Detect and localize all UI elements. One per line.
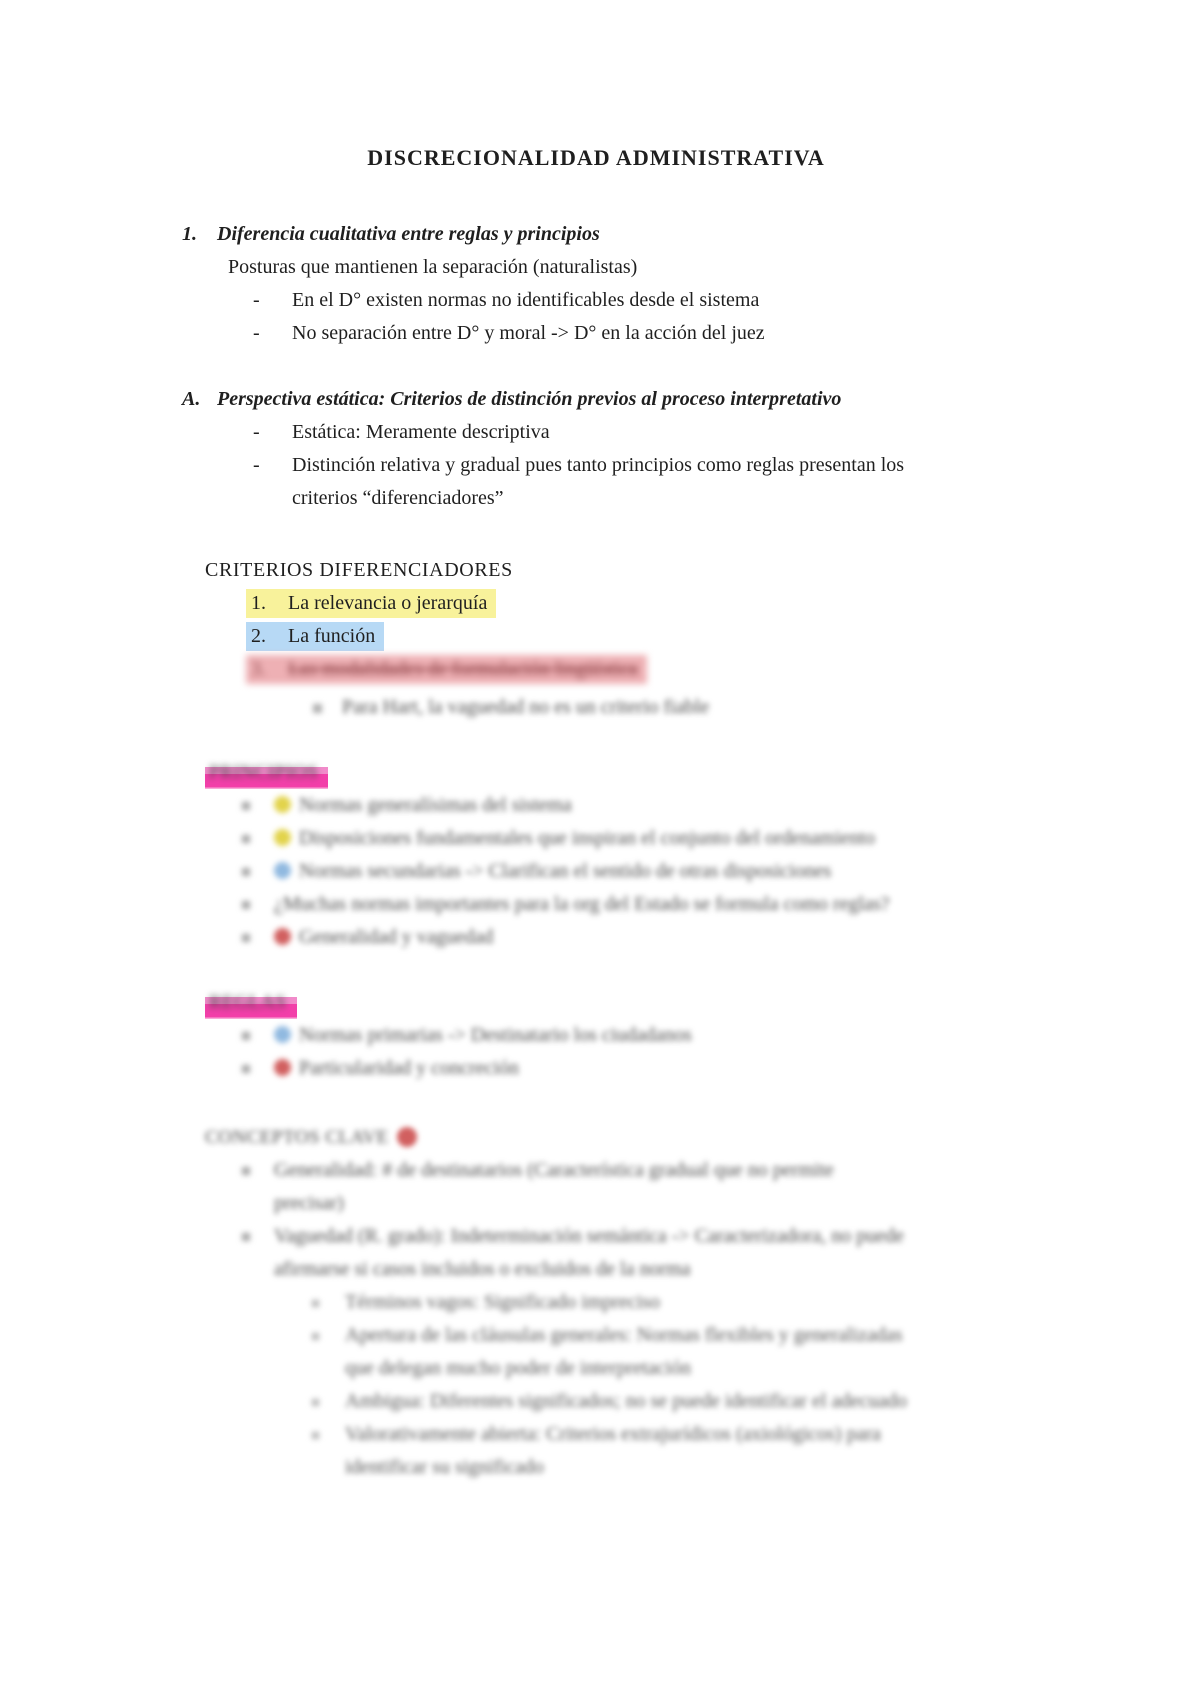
page-content	[182, 218, 1087, 1484]
yellow-circle-icon	[274, 829, 291, 846]
item-number: 2.	[251, 625, 266, 647]
pink-highlight	[246, 655, 647, 684]
yellow-circle-icon	[274, 796, 291, 813]
item-number: 1.	[251, 592, 266, 614]
list-item-blurred	[182, 1019, 1087, 1052]
list-item-struck-blurred	[246, 653, 1087, 686]
list-item-text: - Estática: Meramente descriptiva	[292, 421, 550, 443]
section-heading-text: Perspectiva estática: Criterios de distinción previos al proceso interpretativo	[217, 388, 842, 410]
list-item-blurred	[182, 921, 1087, 954]
reglas-heading	[182, 986, 1087, 1019]
section-a-list	[182, 416, 1087, 515]
list-item-text: Generalidad y vaguedad	[299, 926, 494, 948]
red-circle-icon	[274, 1059, 291, 1076]
conceptos-heading-text: CONCEPTOS CLAVE	[205, 1127, 389, 1148]
section-a-heading	[182, 383, 1087, 416]
list-item	[182, 284, 1087, 317]
reglas-heading-text: REGLAS	[209, 992, 287, 1013]
item-text: La relevancia o jerarquía	[288, 592, 488, 614]
section-number: A.	[182, 388, 201, 410]
list-item-text: afirmarse si casos incluidos o excluidos de la norma	[274, 1258, 691, 1280]
list-item-highlight-blue	[246, 620, 1087, 653]
red-circle-icon	[397, 1127, 417, 1147]
item-text: La función	[288, 625, 376, 647]
section-a	[182, 383, 1087, 515]
conceptos-heading	[182, 1121, 1087, 1154]
criterios-section	[182, 554, 1087, 724]
list-item	[182, 449, 1087, 515]
list-item	[182, 416, 1087, 449]
list-item-text: Disposiciones fundamentales que inspiran el conjunto del ordenamiento	[299, 827, 875, 849]
blue-circle-icon	[274, 1026, 291, 1043]
yellow-highlight	[246, 589, 496, 618]
sub-item-text: Términos vagos: Significado impreciso	[345, 1291, 660, 1313]
page-title: DISCRECIONALIDAD ADMINISTRATIVA	[367, 145, 825, 170]
subnote-blurred: Para Hart, la vaguedad no es un criterio fiable	[182, 691, 1087, 724]
section-1-list	[182, 284, 1087, 350]
sub-item-text: Valorativamente abierta: Criterios extrajurídicos (axiológicos) para	[345, 1423, 881, 1445]
criterios-heading: CRITERIOS DIFERENCIADORES	[205, 559, 513, 581]
conceptos-sublist	[182, 1286, 1087, 1484]
list-item-text: - Distinción relativa y gradual pues tanto principios como reglas presentan los	[292, 454, 905, 476]
sub-item-text: identificar su significado	[345, 1456, 544, 1478]
item-number: 3.	[251, 658, 266, 680]
section-1-heading	[182, 218, 1087, 251]
blue-circle-icon	[274, 862, 291, 879]
blue-highlight	[246, 622, 384, 651]
sub-item-text: Ambigua: Diferentes significados; no se puede identificar el adecuado	[345, 1390, 908, 1412]
section-heading-text: Diferencia cualitativa entre reglas y principios	[217, 223, 600, 245]
list-item-text: - En el D° existen normas no identificables desde el sistema	[292, 289, 760, 311]
list-item-text: precisar)	[274, 1192, 344, 1214]
principios-heading	[182, 756, 1087, 789]
sub-list-item-blurred	[182, 1286, 1087, 1319]
sub-item-text: Apertura de las cláusulas generales: Normas flexibles y generalizadas	[345, 1324, 903, 1346]
list-item-text: ¿Muchas normas importantes para la org del Estado se formula como reglas?	[274, 893, 890, 915]
list-item-text: Vaguedad (R. grado): Indeterminación semántica -> Caracterizadora, no puede	[274, 1225, 904, 1247]
list-item-blurred	[182, 1220, 1087, 1286]
list-item-blurred	[182, 1154, 1087, 1220]
intro-line: Posturas que mantienen la separación (naturalistas)	[228, 256, 638, 278]
principios-list	[182, 789, 1087, 954]
sub-list-item-blurred	[182, 1385, 1087, 1418]
sub-list-item-blurred	[182, 1418, 1087, 1484]
list-item-blurred	[182, 822, 1087, 855]
list-item	[182, 317, 1087, 350]
criterios-list	[182, 587, 1087, 686]
list-item-blurred	[182, 1052, 1087, 1085]
reglas-section	[182, 986, 1087, 1085]
conceptos-section	[182, 1121, 1087, 1484]
list-item-text: Normas secundarias -> Clarifican el sentido de otras disposiciones	[299, 860, 832, 882]
principios-heading-text: PRINCIPIOS	[209, 762, 319, 783]
red-circle-icon	[274, 928, 291, 945]
list-item-blurred	[182, 789, 1087, 822]
section-number: 1.	[182, 223, 197, 245]
section-1	[182, 218, 1087, 350]
list-item-text: Normas primarias -> Destinatario los ciudadanos	[299, 1024, 692, 1046]
sub-item-text: que delegan mucho poder de interpretación	[345, 1357, 691, 1379]
principios-section	[182, 756, 1087, 954]
list-item-highlight-yellow	[246, 587, 1087, 620]
list-item-text: Particularidad y concreción	[299, 1057, 519, 1079]
magenta-highlight	[205, 986, 297, 1019]
list-item-text: Normas generalísimas del sistema	[299, 794, 572, 816]
item-text: Las modalidades de formulación lingüística	[288, 658, 638, 680]
list-item-text: - No separación entre D° y moral -> D° en la acción del juez	[292, 322, 765, 344]
magenta-highlight	[205, 756, 328, 789]
list-item-blurred	[182, 888, 1087, 921]
reglas-list	[182, 1019, 1087, 1085]
list-item-text: Generalidad: # de destinatarios (Característica gradual que no permite	[274, 1159, 834, 1181]
conceptos-list	[182, 1154, 1087, 1286]
list-item-text: criterios “diferenciadores”	[292, 487, 504, 509]
sub-list-item-blurred	[182, 1319, 1087, 1385]
list-item-blurred	[182, 855, 1087, 888]
